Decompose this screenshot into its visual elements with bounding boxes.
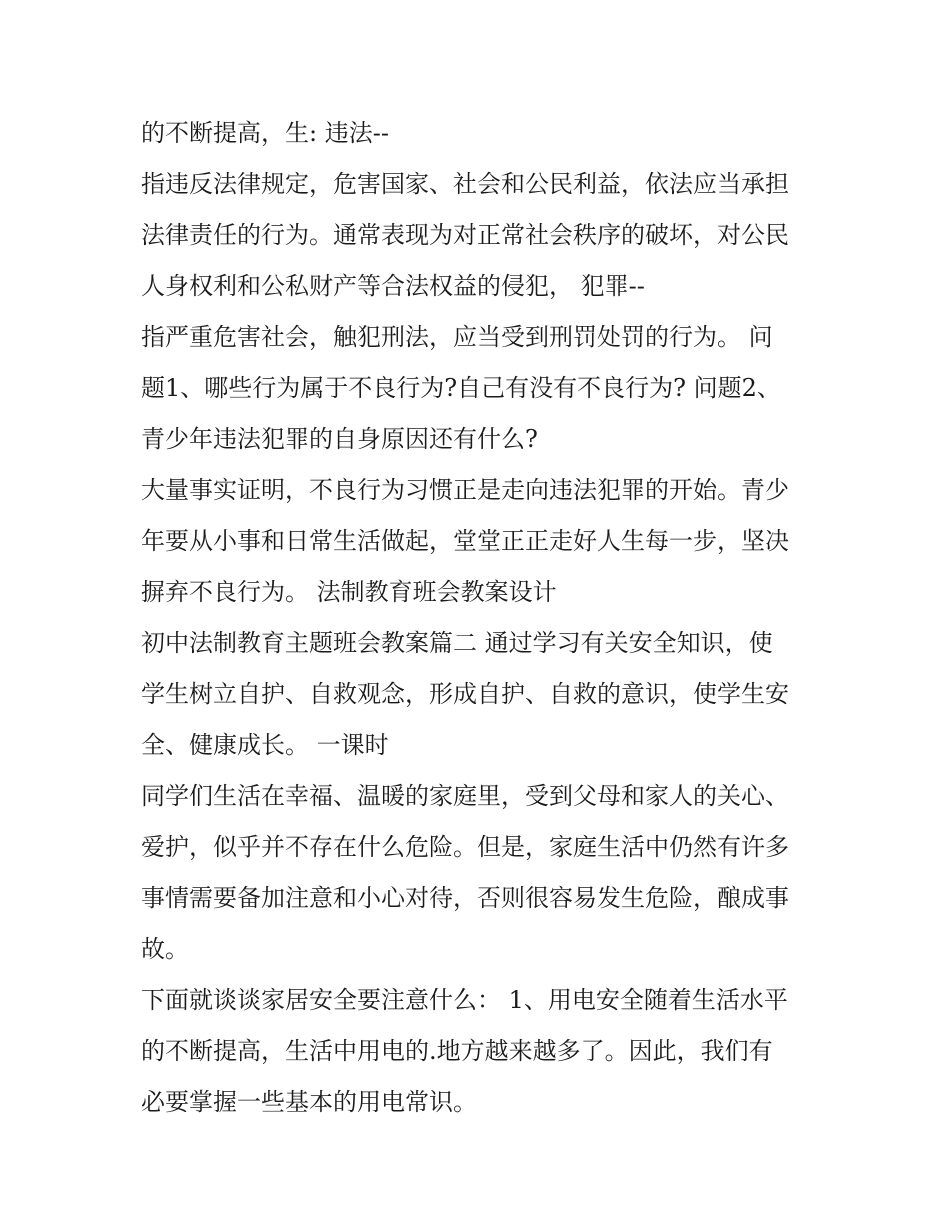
text-line: 必要掌握一些基本的用电常识。 <box>141 1088 477 1116</box>
text-line: 全、健康成长。 一课时 <box>141 731 389 759</box>
text-line: 事情需要备加注意和小心对待，否则很容易发生危险，酿成事 <box>141 884 789 912</box>
text-line: 人身权利和公私财产等合法权益的侵犯， 犯罪-- <box>141 272 645 300</box>
text-line: 指违反法律规定，危害国家、社会和公民利益，依法应当承担 <box>141 170 789 198</box>
text-line: 初中法制教育主题班会教案篇二 通过学习有关安全知识，使 <box>141 629 773 657</box>
text-line: 爱护，似乎并不存在什么危险。但是，家庭生活中仍然有许多 <box>141 833 789 861</box>
text-line: 的不断提高，生活中用电的.地方越来越多了。因此，我们有 <box>141 1037 773 1065</box>
text-line: 的不断提高，生: 违法-- <box>141 119 389 147</box>
text-line: 故。 <box>141 935 189 963</box>
text-line: 下面就谈谈家居安全要注意什么： 1、用电安全随着生活水平 <box>141 986 788 1014</box>
text-line: 青少年违法犯罪的自身原因还有什么? <box>141 425 538 453</box>
text-line: 摒弃不良行为。 法制教育班会教案设计 <box>141 578 557 606</box>
text-line: 同学们生活在幸福、温暖的家庭里，受到父母和家人的关心、 <box>141 782 789 810</box>
document-body <box>141 108 821 1128</box>
text-line: 指严重危害社会，触犯刑法，应当受到刑罚处罚的行为。 问 <box>141 323 773 351</box>
text-line: 年要从小事和日常生活做起，堂堂正正走好人生每一步，坚决 <box>141 527 789 555</box>
text-line: 大量事实证明，不良行为习惯正是走向违法犯罪的开始。青少 <box>141 476 789 504</box>
text-line: 题1、哪些行为属于不良行为?自己有没有不良行为? 问题2、 <box>141 374 781 402</box>
text-line: 学生树立自护、自救观念，形成自护、自救的意识，使学生安 <box>141 680 789 708</box>
text-line: 法律责任的行为。通常表现为对正常社会秩序的破坏，对公民 <box>141 221 789 249</box>
